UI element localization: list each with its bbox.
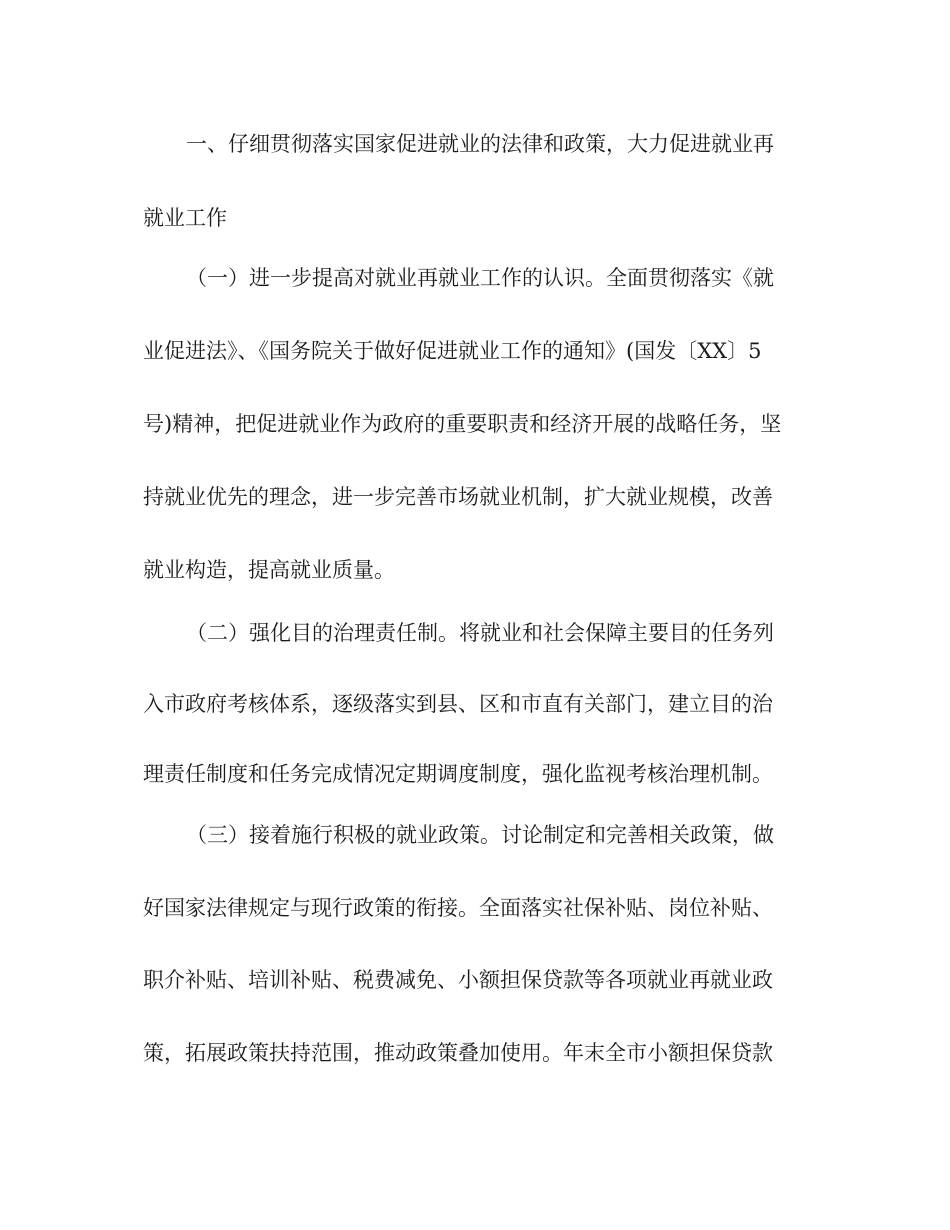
- paragraph-1-line-2: 业促进法》、《国务院关于做好促进就业工作的通知》(国发〔XX〕5: [143, 339, 762, 363]
- paragraph-3-line-4: 策，拓展政策扶持范围，推动政策叠加使用。年末全市小额担保贷款: [143, 1041, 773, 1065]
- heading-line-2: 就业工作: [143, 206, 227, 230]
- paragraph-3-line-1: （三）接着施行积极的就业政策。讨论制定和完善相关政策，做: [186, 823, 774, 847]
- paragraph-2-line-1: （二）强化目的治理责任制。将就业和社会保障主要目的任务列: [186, 621, 774, 645]
- paragraph-1-line-4: 持就业优先的理念，进一步完善市场就业机制，扩大就业规模，改善: [143, 485, 773, 509]
- paragraph-3-line-2: 好国家法律规定与现行政策的衔接。全面落实社保补贴、岗位补贴、: [143, 896, 773, 920]
- paragraph-3-line-3: 职介补贴、培训补贴、税费减免、小额担保贷款等各项就业再就业政: [143, 968, 773, 992]
- paragraph-1-line-1: （一）进一步提高对就业再就业工作的认识。全面贯彻落实《就: [186, 266, 774, 290]
- paragraph-2-line-3: 理责任制度和任务完成情况定期调度制度，强化监视考核治理机制。: [143, 762, 773, 786]
- paragraph-1-line-5: 就业构造，提高就业质量。: [143, 558, 395, 582]
- paragraph-1-line-3: 号)精神，把促进就业作为政府的重要职责和经济开展的战略任务，坚: [143, 412, 782, 436]
- paragraph-2-line-2: 入市政府考核体系，逐级落实到县、区和市直有关部门，建立目的治: [143, 692, 773, 716]
- heading-line-1: 一、仔细贯彻落实国家促进就业的法律和政策，大力促进就业再: [186, 132, 774, 156]
